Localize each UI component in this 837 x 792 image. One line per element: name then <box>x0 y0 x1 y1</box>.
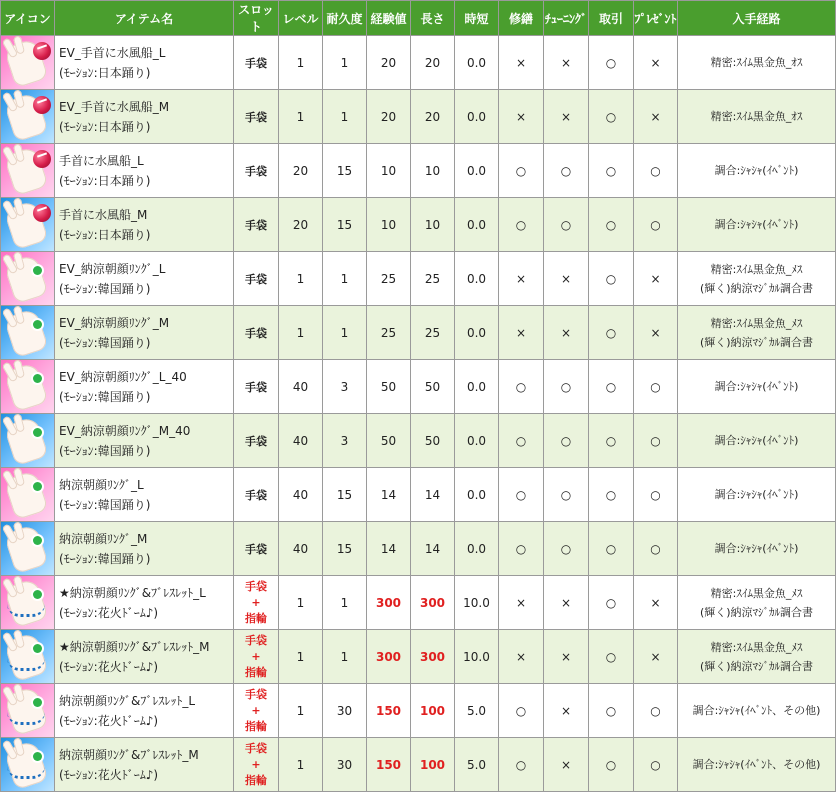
table-row <box>1 576 836 630</box>
source-line: 調合:ｼｬｼｬ(ｲﾍﾞﾝﾄ) <box>714 380 799 393</box>
bracelet-hand-blue-icon <box>1 630 54 683</box>
ring-hand-blue-icon <box>1 306 54 359</box>
tuning-cell: ○ <box>544 198 589 252</box>
item-motion: (ﾓｰｼｮﾝ:韓国踊り) <box>59 497 151 512</box>
length-cell: 25 <box>411 306 455 360</box>
item-name-cell <box>55 630 234 684</box>
header-length: 長さ <box>411 1 455 36</box>
ring-icon <box>33 320 42 329</box>
level-cell: 1 <box>279 684 323 738</box>
repair-cell: ○ <box>499 144 544 198</box>
durability-cell: 15 <box>323 198 367 252</box>
icon-cell <box>1 198 55 252</box>
item-motion: (ﾓｰｼｮﾝ:日本踊り) <box>59 227 151 242</box>
source-cell <box>678 360 836 414</box>
level-cell: 40 <box>279 360 323 414</box>
slot-label: 手袋 <box>245 633 267 647</box>
slot-cell: 手袋 <box>234 144 279 198</box>
source-line: 精密:ｽｲﾑ黒金魚_ﾒｽ <box>710 586 803 600</box>
time-short-cell: 0.0 <box>455 306 499 360</box>
exp-cell: 14 <box>367 522 411 576</box>
present-cell: × <box>634 576 678 630</box>
table-row <box>1 414 836 468</box>
tuning-cell: ○ <box>544 144 589 198</box>
level-cell: 20 <box>279 144 323 198</box>
time-short-cell: 0.0 <box>455 522 499 576</box>
time-short-cell: 10.0 <box>455 630 499 684</box>
source-cell <box>678 468 836 522</box>
durability-cell: 1 <box>323 576 367 630</box>
icon-cell <box>1 576 55 630</box>
source-cell <box>678 522 836 576</box>
length-cell: 20 <box>411 90 455 144</box>
icon-cell <box>1 144 55 198</box>
length-cell: 20 <box>411 36 455 90</box>
bracelet-hand-blue-icon <box>1 738 54 791</box>
icon-cell <box>1 738 55 792</box>
table-row <box>1 144 836 198</box>
slot-cell: 手袋 <box>234 414 279 468</box>
slot-cell: 手袋 <box>234 198 279 252</box>
level-cell: 1 <box>279 630 323 684</box>
source-line: 調合:ｼｬｼｬ(ｲﾍﾞﾝﾄ) <box>714 218 799 231</box>
header-time-short: 時短 <box>455 1 499 36</box>
header-source: 入手経路 <box>678 1 836 36</box>
source-cell <box>678 738 836 792</box>
item-name-cell <box>55 468 234 522</box>
tuning-cell: × <box>544 738 589 792</box>
icon-cell <box>1 36 55 90</box>
item-name: ★納涼朝顔ﾘﾝｸﾞ&ﾌﾞﾚｽﾚｯﾄ_L <box>59 585 206 600</box>
slot-label: + <box>251 649 261 663</box>
ring-icon <box>33 644 42 653</box>
tuning-cell: × <box>544 576 589 630</box>
trade-cell: ○ <box>589 738 634 792</box>
source-cell <box>678 414 836 468</box>
trade-cell: ○ <box>589 36 634 90</box>
header-item-name: アイテム名 <box>55 1 234 36</box>
slot-label: 手袋 <box>245 687 267 701</box>
level-cell: 1 <box>279 36 323 90</box>
repair-cell: ○ <box>499 522 544 576</box>
source-line: (輝く)納涼ﾏｼﾞｶﾙ調合書 <box>699 281 814 295</box>
item-name: EV_納涼朝顔ﾘﾝｸﾞ_M_40 <box>59 423 191 438</box>
water-balloon-icon <box>33 96 51 114</box>
exp-cell: 150 <box>367 684 411 738</box>
slot-cell: 手袋 <box>234 306 279 360</box>
time-short-cell: 0.0 <box>455 198 499 252</box>
item-name-cell <box>55 522 234 576</box>
header-level: レベル <box>279 1 323 36</box>
durability-cell: 1 <box>323 306 367 360</box>
header-exp: 経験値 <box>367 1 411 36</box>
durability-cell: 1 <box>323 630 367 684</box>
slot-label: 指輪 <box>245 611 267 625</box>
time-short-cell: 5.0 <box>455 684 499 738</box>
slot-label: + <box>251 595 261 609</box>
slot-label: + <box>251 757 261 771</box>
time-short-cell: 0.0 <box>455 252 499 306</box>
trade-cell: ○ <box>589 522 634 576</box>
level-cell: 1 <box>279 90 323 144</box>
level-cell: 40 <box>279 468 323 522</box>
item-name: 納涼朝顔ﾘﾝｸﾞ&ﾌﾞﾚｽﾚｯﾄ_M <box>59 747 199 762</box>
repair-cell: ○ <box>499 738 544 792</box>
ring-icon <box>33 536 42 545</box>
item-name: ★納涼朝顔ﾘﾝｸﾞ&ﾌﾞﾚｽﾚｯﾄ_M <box>59 639 210 654</box>
item-motion: (ﾓｰｼｮﾝ:花火ﾄﾞｰﾑ♪) <box>59 713 159 728</box>
source-line: 調合:ｼｬｼｬ(ｲﾍﾞﾝﾄ、その他) <box>692 758 821 771</box>
slot-label: 手袋 <box>245 741 267 755</box>
icon-cell <box>1 360 55 414</box>
icon-cell <box>1 468 55 522</box>
ring-icon <box>33 266 42 275</box>
exp-cell: 50 <box>367 360 411 414</box>
item-motion: (ﾓｰｼｮﾝ:日本踊り) <box>59 173 151 188</box>
durability-cell: 15 <box>323 522 367 576</box>
ring-hand-pink-icon <box>1 468 54 521</box>
time-short-cell: 0.0 <box>455 90 499 144</box>
durability-cell: 1 <box>323 90 367 144</box>
slot-cell: 手袋 <box>234 90 279 144</box>
tuning-cell: × <box>544 252 589 306</box>
exp-cell: 20 <box>367 90 411 144</box>
slot-cell: 手袋 <box>234 252 279 306</box>
table-body <box>1 36 836 792</box>
icon-cell <box>1 414 55 468</box>
exp-cell: 300 <box>367 630 411 684</box>
repair-cell: × <box>499 576 544 630</box>
durability-cell: 30 <box>323 684 367 738</box>
ring-hand-blue-icon <box>1 414 54 467</box>
trade-cell: ○ <box>589 684 634 738</box>
source-cell <box>678 630 836 684</box>
table-row <box>1 630 836 684</box>
trade-cell: ○ <box>589 198 634 252</box>
slot-label: 手袋 <box>245 579 267 593</box>
durability-cell: 3 <box>323 360 367 414</box>
repair-cell: × <box>499 252 544 306</box>
repair-cell: ○ <box>499 198 544 252</box>
trade-cell: ○ <box>589 360 634 414</box>
exp-cell: 300 <box>367 576 411 630</box>
source-line: 調合:ｼｬｼｬ(ｲﾍﾞﾝﾄ、その他) <box>692 704 821 717</box>
item-motion: (ﾓｰｼｮﾝ:韓国踊り) <box>59 281 151 296</box>
present-cell: × <box>634 36 678 90</box>
durability-cell: 30 <box>323 738 367 792</box>
icon-cell <box>1 630 55 684</box>
source-line: 精密:ｽｲﾑ黒金魚_ﾒｽ <box>710 640 803 654</box>
source-line: (輝く)納涼ﾏｼﾞｶﾙ調合書 <box>699 605 814 619</box>
ring-icon <box>33 428 42 437</box>
icon-cell <box>1 522 55 576</box>
balloon-hand-pink-icon <box>1 36 54 89</box>
ring-icon <box>33 374 42 383</box>
source-line: (輝く)納涼ﾏｼﾞｶﾙ調合書 <box>699 335 814 349</box>
item-name: EV_納涼朝顔ﾘﾝｸﾞ_M <box>59 315 170 330</box>
exp-cell: 10 <box>367 144 411 198</box>
item-name: 納涼朝顔ﾘﾝｸﾞ_M <box>59 531 148 546</box>
table-row <box>1 360 836 414</box>
slot-cell <box>234 738 279 792</box>
item-motion: (ﾓｰｼｮﾝ:花火ﾄﾞｰﾑ♪) <box>59 659 159 674</box>
slot-cell <box>234 684 279 738</box>
tuning-cell: × <box>544 306 589 360</box>
length-cell: 100 <box>411 738 455 792</box>
repair-cell: ○ <box>499 468 544 522</box>
icon-cell <box>1 90 55 144</box>
item-name-cell <box>55 90 234 144</box>
source-line: 精密:ｽｲﾑ黒金魚_ｵｽ <box>710 110 803 123</box>
item-name-cell <box>55 252 234 306</box>
exp-cell: 10 <box>367 198 411 252</box>
durability-cell: 15 <box>323 144 367 198</box>
ring-hand-blue-icon <box>1 522 54 575</box>
source-cell <box>678 576 836 630</box>
present-cell: ○ <box>634 738 678 792</box>
item-motion: (ﾓｰｼｮﾝ:韓国踊り) <box>59 335 151 350</box>
time-short-cell: 0.0 <box>455 144 499 198</box>
source-line: 調合:ｼｬｼｬ(ｲﾍﾞﾝﾄ) <box>714 488 799 501</box>
time-short-cell: 10.0 <box>455 576 499 630</box>
repair-cell: × <box>499 306 544 360</box>
item-name: EV_手首に水風船_L <box>59 45 166 60</box>
slot-cell: 手袋 <box>234 36 279 90</box>
present-cell: ○ <box>634 468 678 522</box>
item-name: 手首に水風船_L <box>59 153 144 168</box>
time-short-cell: 5.0 <box>455 738 499 792</box>
trade-cell: ○ <box>589 468 634 522</box>
ring-icon <box>33 590 42 599</box>
tuning-cell: × <box>544 90 589 144</box>
tuning-cell: ○ <box>544 522 589 576</box>
header-repair: 修繕 <box>499 1 544 36</box>
source-line: 精密:ｽｲﾑ黒金魚_ｵｽ <box>710 56 803 69</box>
header-trade: 取引 <box>589 1 634 36</box>
present-cell: ○ <box>634 144 678 198</box>
source-cell <box>678 36 836 90</box>
source-line: 精密:ｽｲﾑ黒金魚_ﾒｽ <box>710 316 803 330</box>
item-name-cell <box>55 144 234 198</box>
level-cell: 40 <box>279 414 323 468</box>
repair-cell: × <box>499 90 544 144</box>
table-row <box>1 36 836 90</box>
icon-cell <box>1 306 55 360</box>
header-icon: アイコン <box>1 1 55 36</box>
balloon-hand-blue-icon <box>1 198 54 251</box>
source-cell <box>678 684 836 738</box>
source-cell <box>678 252 836 306</box>
time-short-cell: 0.0 <box>455 414 499 468</box>
item-name: EV_納涼朝顔ﾘﾝｸﾞ_L_40 <box>59 369 187 384</box>
level-cell: 1 <box>279 738 323 792</box>
length-cell: 300 <box>411 630 455 684</box>
slot-label: + <box>251 703 261 717</box>
item-name-cell <box>55 306 234 360</box>
source-cell <box>678 198 836 252</box>
tuning-cell: × <box>544 630 589 684</box>
table-row <box>1 738 836 792</box>
level-cell: 1 <box>279 252 323 306</box>
source-line: 調合:ｼｬｼｬ(ｲﾍﾞﾝﾄ) <box>714 542 799 555</box>
trade-cell: ○ <box>589 306 634 360</box>
slot-cell: 手袋 <box>234 522 279 576</box>
length-cell: 10 <box>411 198 455 252</box>
ring-hand-pink-icon <box>1 252 54 305</box>
repair-cell: × <box>499 630 544 684</box>
ring-icon <box>33 752 42 761</box>
item-name: EV_手首に水風船_M <box>59 99 170 114</box>
trade-cell: ○ <box>589 252 634 306</box>
source-cell <box>678 306 836 360</box>
time-short-cell: 0.0 <box>455 360 499 414</box>
length-cell: 100 <box>411 684 455 738</box>
table-row <box>1 90 836 144</box>
present-cell: ○ <box>634 198 678 252</box>
length-cell: 25 <box>411 252 455 306</box>
exp-cell: 14 <box>367 468 411 522</box>
water-balloon-icon <box>33 150 51 168</box>
present-cell: × <box>634 90 678 144</box>
item-motion: (ﾓｰｼｮﾝ:日本踊り) <box>59 65 151 80</box>
time-short-cell: 0.0 <box>455 36 499 90</box>
item-name-cell <box>55 576 234 630</box>
length-cell: 50 <box>411 360 455 414</box>
length-cell: 14 <box>411 468 455 522</box>
level-cell: 40 <box>279 522 323 576</box>
table-row <box>1 684 836 738</box>
item-name: 納涼朝顔ﾘﾝｸﾞ_L <box>59 477 144 492</box>
source-line: 精密:ｽｲﾑ黒金魚_ﾒｽ <box>710 262 803 276</box>
balloon-hand-pink-icon <box>1 144 54 197</box>
item-name-cell <box>55 198 234 252</box>
ring-icon <box>33 482 42 491</box>
present-cell: × <box>634 630 678 684</box>
balloon-hand-blue-icon <box>1 90 54 143</box>
durability-cell: 3 <box>323 414 367 468</box>
icon-cell <box>1 684 55 738</box>
bracelet-hand-pink-icon <box>1 576 54 629</box>
tuning-cell: × <box>544 36 589 90</box>
table-row <box>1 522 836 576</box>
time-short-cell: 0.0 <box>455 468 499 522</box>
source-line: (輝く)納涼ﾏｼﾞｶﾙ調合書 <box>699 659 814 673</box>
ring-icon <box>33 698 42 707</box>
water-balloon-icon <box>33 42 51 60</box>
item-name-cell <box>55 414 234 468</box>
present-cell: × <box>634 306 678 360</box>
trade-cell: ○ <box>589 90 634 144</box>
length-cell: 14 <box>411 522 455 576</box>
item-motion: (ﾓｰｼｮﾝ:花火ﾄﾞｰﾑ♪) <box>59 605 159 620</box>
bracelet-hand-pink-icon <box>1 684 54 737</box>
tuning-cell: ○ <box>544 414 589 468</box>
repair-cell: ○ <box>499 414 544 468</box>
table-row <box>1 252 836 306</box>
durability-cell: 15 <box>323 468 367 522</box>
item-motion: (ﾓｰｼｮﾝ:花火ﾄﾞｰﾑ♪) <box>59 767 159 782</box>
tuning-cell: ○ <box>544 468 589 522</box>
length-cell: 10 <box>411 144 455 198</box>
tuning-cell: × <box>544 684 589 738</box>
present-cell: ○ <box>634 414 678 468</box>
header-durability: 耐久度 <box>323 1 367 36</box>
repair-cell: ○ <box>499 684 544 738</box>
exp-cell: 150 <box>367 738 411 792</box>
repair-cell: × <box>499 36 544 90</box>
exp-cell: 50 <box>367 414 411 468</box>
table-row <box>1 198 836 252</box>
item-name: 手首に水風船_M <box>59 207 148 222</box>
exp-cell: 25 <box>367 252 411 306</box>
item-motion: (ﾓｰｼｮﾝ:韓国踊り) <box>59 551 151 566</box>
trade-cell: ○ <box>589 144 634 198</box>
slot-label: 指輪 <box>245 773 267 787</box>
source-line: 調合:ｼｬｼｬ(ｲﾍﾞﾝﾄ) <box>714 164 799 177</box>
item-name: 納涼朝顔ﾘﾝｸﾞ&ﾌﾞﾚｽﾚｯﾄ_L <box>59 693 196 708</box>
header-row <box>1 1 836 36</box>
slot-label: 指輪 <box>245 665 267 679</box>
item-motion: (ﾓｰｼｮﾝ:韓国踊り) <box>59 389 151 404</box>
exp-cell: 25 <box>367 306 411 360</box>
water-balloon-icon <box>33 204 51 222</box>
trade-cell: ○ <box>589 576 634 630</box>
slot-cell: 手袋 <box>234 468 279 522</box>
slot-cell <box>234 630 279 684</box>
source-line: 調合:ｼｬｼｬ(ｲﾍﾞﾝﾄ) <box>714 434 799 447</box>
length-cell: 300 <box>411 576 455 630</box>
level-cell: 1 <box>279 576 323 630</box>
table-row <box>1 468 836 522</box>
item-name-cell <box>55 738 234 792</box>
length-cell: 50 <box>411 414 455 468</box>
slot-label: 指輪 <box>245 719 267 733</box>
present-cell: ○ <box>634 360 678 414</box>
source-cell <box>678 144 836 198</box>
item-name-cell <box>55 360 234 414</box>
header-slot: スロット <box>234 1 279 36</box>
tuning-cell: ○ <box>544 360 589 414</box>
header-tuning: ﾁｭｰﾆﾝｸﾞ <box>544 1 589 36</box>
header-present: ﾌﾟﾚｾﾞﾝﾄ <box>634 1 678 36</box>
durability-cell: 1 <box>323 252 367 306</box>
present-cell: × <box>634 252 678 306</box>
slot-cell: 手袋 <box>234 360 279 414</box>
present-cell: ○ <box>634 522 678 576</box>
repair-cell: ○ <box>499 360 544 414</box>
slot-cell <box>234 576 279 630</box>
present-cell: ○ <box>634 684 678 738</box>
item-motion: (ﾓｰｼｮﾝ:韓国踊り) <box>59 443 151 458</box>
trade-cell: ○ <box>589 630 634 684</box>
trade-cell: ○ <box>589 414 634 468</box>
item-motion: (ﾓｰｼｮﾝ:日本踊り) <box>59 119 151 134</box>
ring-hand-pink-icon <box>1 360 54 413</box>
level-cell: 1 <box>279 306 323 360</box>
item-name-cell <box>55 684 234 738</box>
level-cell: 20 <box>279 198 323 252</box>
item-name-cell <box>55 36 234 90</box>
durability-cell: 1 <box>323 36 367 90</box>
exp-cell: 20 <box>367 36 411 90</box>
table-row <box>1 306 836 360</box>
item-name: EV_納涼朝顔ﾘﾝｸﾞ_L <box>59 261 166 276</box>
source-cell <box>678 90 836 144</box>
icon-cell <box>1 252 55 306</box>
